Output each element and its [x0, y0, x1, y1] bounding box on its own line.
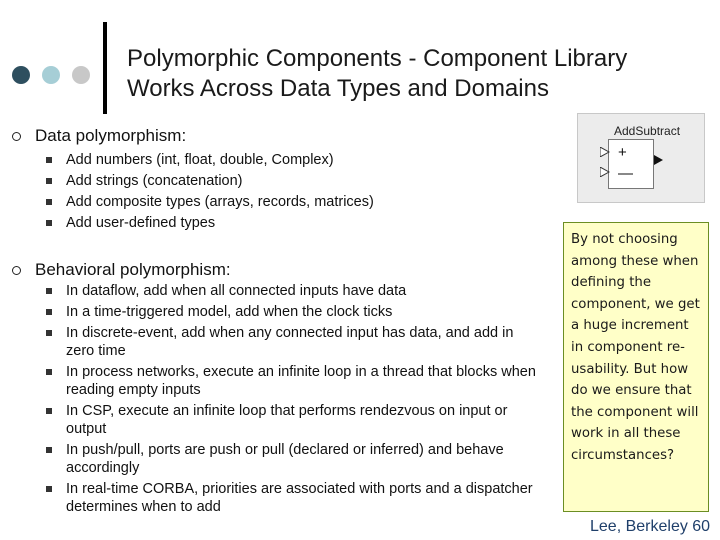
list-item-text: In CSP, execute an infinite loop that performs rendezvous on input or output: [66, 403, 508, 437]
list-item: [46, 363, 544, 399]
square-bullet-icon: [46, 157, 52, 163]
section-behavioral-polymorphism: [12, 260, 231, 280]
actor-label: AddSubtract: [614, 124, 681, 138]
list-item-text: In a time-triggered model, add when the clock ticks: [66, 304, 393, 320]
square-bullet-icon: [46, 199, 52, 205]
addsubtract-actor-diagram: [577, 113, 705, 203]
section-heading: Data polymorphism:: [35, 126, 187, 145]
square-bullet-icon: [46, 220, 52, 226]
square-bullet-icon: [46, 447, 52, 453]
list-item: [46, 303, 544, 321]
plus-port-label: +: [618, 144, 627, 161]
list-item-text: Add user-defined types: [66, 215, 216, 231]
list-item: [46, 480, 544, 516]
dot-dark: [12, 66, 30, 84]
square-bullet-icon: [46, 288, 52, 294]
list-item: [46, 172, 374, 190]
list-item: [46, 151, 374, 169]
square-bullet-icon: [46, 178, 52, 184]
minus-port-label: —: [618, 165, 633, 182]
ring-bullet-icon: [12, 266, 21, 275]
output-port-icon: [654, 155, 664, 165]
list-item-text: In discrete-event, add when any connected input has data, and add in zero time: [66, 325, 514, 359]
square-bullet-icon: [46, 369, 52, 375]
section-heading: Behavioral polymorphism:: [35, 260, 231, 279]
list-item-text: In dataflow, add when all connected inputs have data: [66, 283, 407, 299]
square-bullet-icon: [46, 330, 52, 336]
list-item-text: In process networks, execute an infinite loop in a thread that blocks when reading empty inputs: [66, 364, 536, 398]
list-item: [46, 282, 544, 300]
slide-title: [127, 44, 697, 104]
input-port-plus-icon: [600, 147, 610, 157]
list-item-text: Add numbers (int, float, double, Complex): [66, 152, 334, 168]
slide-footer: Lee, Berkeley 60: [590, 518, 711, 535]
list-item-text: Add strings (concatenation): [66, 173, 243, 189]
title-line-2: Works Across Data Types and Domains: [127, 75, 549, 102]
callout-note: By not choosing among these when defining the component, we get a huge increment in component re-usability. But how do we ensure that the component will work in all these circumstances?: [563, 222, 709, 512]
list-item-text: In real-time CORBA, priorities are associated with ports and a dispatcher determines when to add: [66, 481, 533, 515]
list-item-text: In push/pull, ports are push or pull (declared or inferred) and behave accordingly: [66, 442, 504, 476]
list-item-text: Add composite types (arrays, records, matrices): [66, 194, 374, 210]
square-bullet-icon: [46, 486, 52, 492]
square-bullet-icon: [46, 309, 52, 315]
behavioral-polymorphism-list: [46, 282, 544, 519]
ring-bullet-icon: [12, 132, 21, 141]
list-item: [46, 402, 544, 438]
data-polymorphism-list: [46, 151, 374, 235]
actor-box: [608, 139, 654, 189]
square-bullet-icon: [46, 408, 52, 414]
list-item: [46, 441, 544, 477]
dot-gray: [72, 66, 90, 84]
list-item: [46, 324, 544, 360]
title-divider: [103, 22, 107, 114]
title-line-1: Polymorphic Components - Component Library: [127, 45, 628, 72]
section-data-polymorphism: [12, 126, 186, 146]
dot-light-blue: [42, 66, 60, 84]
input-port-minus-icon: [600, 167, 610, 177]
list-item: [46, 193, 374, 211]
list-item: [46, 214, 374, 232]
